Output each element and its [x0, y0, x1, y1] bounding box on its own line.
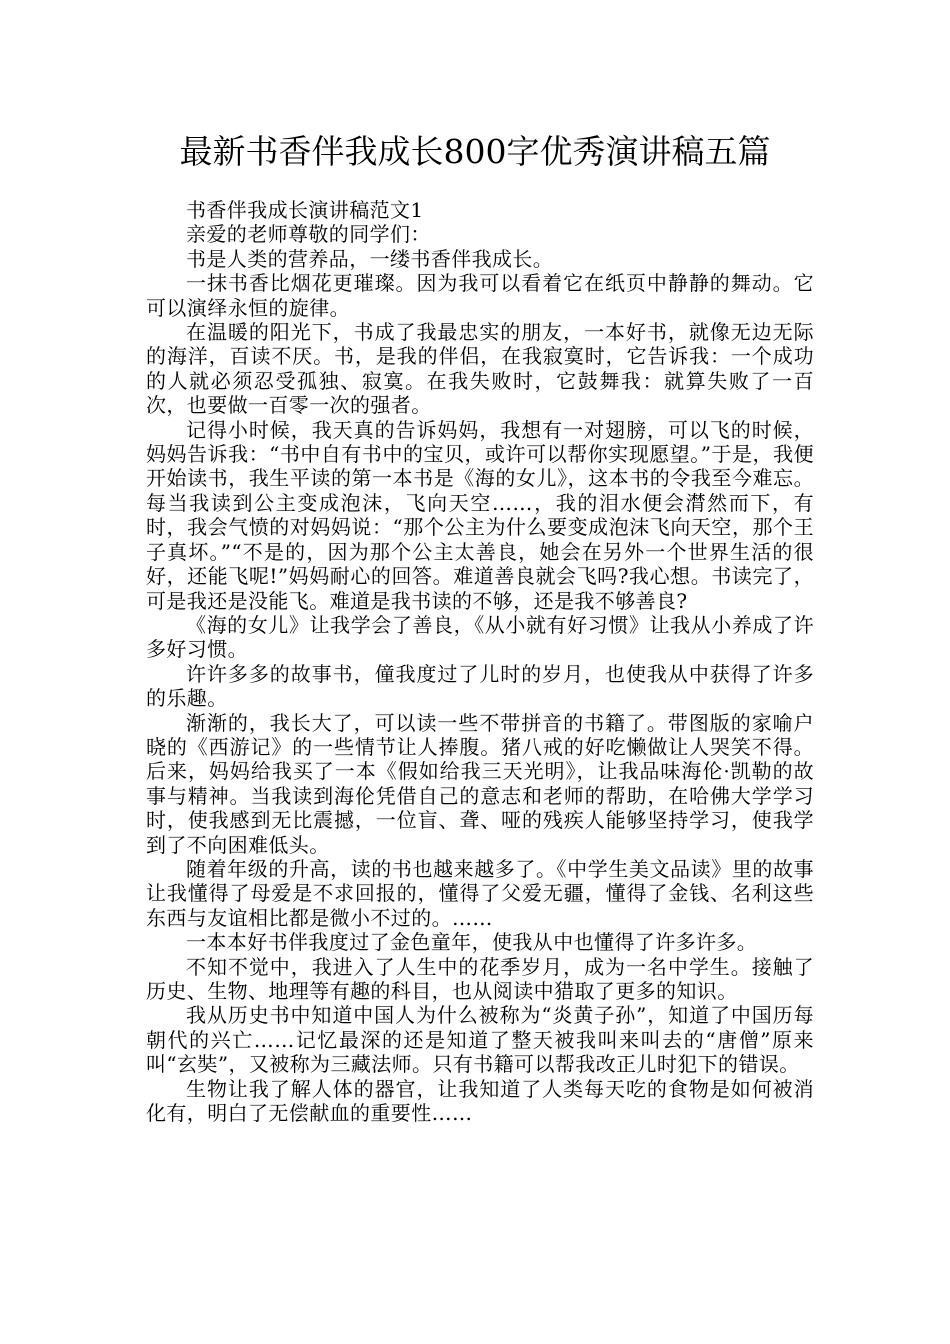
paragraph-9: 渐渐的，我长大了，可以读一些不带拼音的书籍了。带图版的家喻户晓的《西游记》的一些情节让人捧腹。猪八戒的好吃懒做让人哭笑不得。后来，妈妈给我买了一本《假如给我三天光明》，让我品味海伦·凯勒的故事与精神。当我读到海伦凭借自己的意志和老师的帮助，在哈佛大学学习时，使我感到无比震撼，一位盲、聋、哑的残疾人能够坚持学习，使我学到了不向困难低头。: [146, 710, 814, 857]
paragraph-13: 我从历史书中知道中国人为什么被称为“炎黄子孙”，知道了中国历每朝代的兴亡……记忆最深的还是知道了整天被我叫来叫去的“唐僧”原来叫“玄奘”，又被称为三藏法师。只有书籍可以帮我改正儿时犯下的错误。: [146, 1003, 814, 1077]
document-body: [146, 198, 814, 1125]
paragraph-6: 记得小时候，我天真的告诉妈妈，我想有一对翅膀，可以飞的时候，妈妈告诉我：“书中自有书中的宝贝，或许可以帮你实现愿望。”于是，我便开始读书，我生平读的第一本书是《海的女儿》，这本书的令我至今难忘。每当我读到公主变成泡沫，飞向天空……，我的泪水便会潸然而下，有时，我会气愤的对妈妈说：“那个公主为什么要变成泡沫飞向天空，那个王子真坏。”“不是的，因为那个公主太善良，她会在另外一个世界生活的很好，还能飞呢!”妈妈耐心的回答。难道善良就会飞吗?我心想。书读完了，可是我还是没能飞。难道是我书读的不够，还是我不够善良?: [146, 417, 814, 613]
paragraph-14: 生物让我了解人体的器官，让我知道了人类每天吃的食物是如何被消化有，明白了无偿献血的重要性……: [146, 1076, 814, 1126]
paragraph-4: 一抹书香比烟花更璀璨。因为我可以看着它在纸页中静静的舞动。它可以演绎永恒的旋律。: [146, 271, 814, 320]
paragraph-3: 书是人类的营养品，一缕书香伴我成长。: [186, 246, 554, 271]
paragraph-7: 《海的女儿》让我学会了善良，《从小就有好习惯》让我从小养成了许多好习惯。: [146, 612, 814, 662]
paragraph-5: 在温暖的阳光下，书成了我最忠实的朋友，一本好书，就像无边无际的海洋，百读不厌。书，是我的伴侣，在我寂寞时，它告诉我：一个成功的人就必须忍受孤独、寂寞。在我失败时，它鼓舞我：就算失败了一百次，也要做一百零一次的强者。: [146, 320, 814, 418]
paragraph-2: 亲爱的老师尊敬的同学们：: [186, 222, 431, 247]
document-title: 最新书香伴我成长800字优秀演讲稿五篇: [179, 132, 771, 171]
paragraph-11: 一本本好书伴我度过了金色童年，使我从中也懂得了许多许多。: [186, 930, 758, 955]
paragraph-8: 许许多多的故事书，僮我度过了儿时的岁月，也使我从中获得了许多的乐趣。: [146, 661, 814, 711]
paragraph-10: 随着年级的升高，读的书也越来越多了。《中学生美文品读》里的故事让我懂得了母爱是不求回报的，懂得了父爱无疆，懂得了金钱、名利这些东西与友谊相比都是微小不过的。……: [146, 856, 814, 930]
paragraph-1: 书香伴我成长演讲稿范文1: [186, 198, 424, 222]
paragraph-12: 不知不觉中，我进入了人生中的花季岁月，成为一名中学生。接触了历史、生物、地理等有趣的科目，也从阅读中猎取了更多的知识。: [146, 954, 814, 1003]
